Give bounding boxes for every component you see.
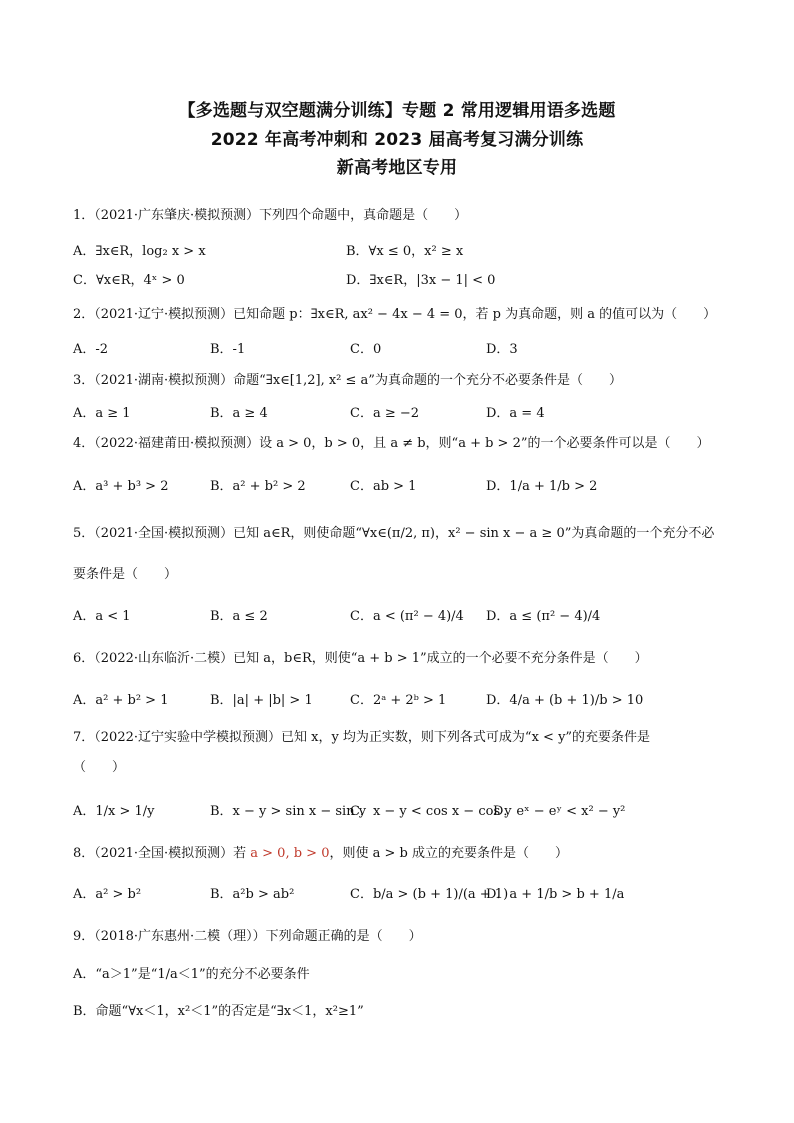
question-7-option-b: B．x − y > sin x − sin y (210, 804, 367, 819)
question-1-option-a: A．∃x∈R，log₂ x > x (73, 244, 206, 259)
question-1-stem: 1．（2021·广东肇庆·模拟预测）下列四个命题中，真命题是（ ） (73, 208, 468, 223)
question-9-option-a: A．“a＞1”是“1/a＜1”的充分不必要条件 (73, 967, 310, 982)
question-4-option-d: D．1/a + 1/b > 2 (486, 479, 598, 494)
question-4-stem: 4．（2022·福建莆田·模拟预测）设 a > 0，b > 0，且 a ≠ b，则“a + b > 2”的一个必要条件可以是（ ） (73, 436, 710, 451)
title-line-1: 【多选题与双空题满分训练】专题 2 常用逻辑用语多选题 (178, 101, 616, 121)
question-3-option-c: C．a ≥ −2 (350, 406, 420, 421)
question-5-option-b: B．a ≤ 2 (210, 609, 268, 624)
question-4-option-c: C．ab > 1 (350, 479, 417, 494)
question-3-option-a: A．a ≥ 1 (73, 406, 131, 421)
question-5-stem-continued: 要条件是（ ） (73, 567, 178, 582)
question-1-option-c: C．∀x∈R，4ˣ > 0 (73, 273, 185, 288)
question-2-option-a: A．-2 (73, 342, 109, 357)
question-2-option-d: D．3 (486, 342, 518, 357)
question-2-option-b: B．-1 (210, 342, 246, 357)
question-6-option-b: B．|a| + |b| > 1 (210, 693, 313, 708)
question-2-stem: 2．（2021·辽宁·模拟预测）已知命题 p：∃x∈R, ax² − 4x − 4 = 0，若 p 为真命题，则 a 的值可以为（ ） (73, 307, 717, 322)
question-7-option-c: C．x − y < cos x − cos y (350, 804, 512, 819)
question-7-option-a: A．1/x > 1/y (73, 804, 155, 819)
question-6-option-c: C．2ᵃ + 2ᵇ > 1 (350, 693, 447, 708)
question-8-option-a: A．a² > b² (73, 887, 142, 902)
question-4-option-a: A．a³ + b³ > 2 (73, 479, 169, 494)
question-8-option-b: B．a²b > ab² (210, 887, 295, 902)
question-8-option-c: C．b/a > (b + 1)/(a + 1) (350, 887, 509, 902)
question-5-stem: 5．（2021·全国·模拟预测）已知 a∈R，则使命题“∀x∈(π/2, π)，x² − sin x − a ≥ 0”为真命题的一个充分不必 (73, 526, 715, 541)
question-8-stem-prefix: 8．（2021·全国·模拟预测）若 (73, 846, 251, 861)
question-8-stem (73, 845, 733, 863)
question-9-stem: 9．（2018·广东惠州·二模（理））下列命题正确的是（ ） (73, 929, 422, 944)
question-8-option-d: D．a + 1/b > b + 1/a (486, 887, 625, 902)
question-3-stem: 3．（2021·湖南·模拟预测）命题“∃x∈[1,2], x² ≤ a”为真命题的一个充分不必要条件是（ ） (73, 373, 622, 388)
title-line-2: 2022 年高考冲刺和 2023 届高考复习满分训练 (210, 130, 584, 150)
question-5-option-a: A．a < 1 (73, 609, 131, 624)
question-3-option-b: B．a ≥ 4 (210, 406, 268, 421)
question-7-stem: 7．（2022·辽宁实验中学模拟预测）已知 x，y 均为正实数，则下列各式可成为“x < y”的充要条件是 (73, 730, 651, 745)
question-2-option-c: C．0 (350, 342, 382, 357)
question-5-option-c: C．a < (π² − 4)/4 (350, 609, 464, 624)
question-7-stem-continued: （ ） (73, 760, 126, 775)
question-8-stem-suffix: ，则使 a > b 成立的充要条件是（ ） (329, 846, 568, 861)
question-1-option-d: D．∃x∈R，|3x − 1| < 0 (346, 273, 496, 288)
question-9-option-b: B．命题“∀x＜1，x²＜1”的否定是“∃x＜1，x²≥1” (73, 1004, 364, 1019)
question-7-option-d: D．eˣ − eʸ < x² − y² (493, 804, 626, 819)
question-6-stem: 6．（2022·山东临沂·二模）已知 a，b∈R，则使“a + b > 1”成立的一个必要不充分条件是（ ） (73, 651, 648, 666)
question-6-option-a: A．a² + b² > 1 (73, 693, 169, 708)
question-6-option-d: D．4/a + (b + 1)/b > 10 (486, 693, 644, 708)
question-8-highlight: a > 0, b > 0 (250, 846, 330, 861)
question-1-option-b: B．∀x ≤ 0，x² ≥ x (346, 244, 464, 259)
question-5-option-d: D．a ≤ (π² − 4)/4 (486, 609, 601, 624)
question-3-option-d: D．a = 4 (486, 406, 545, 421)
question-4-option-b: B．a² + b² > 2 (210, 479, 306, 494)
title-line-3: 新高考地区专用 (336, 158, 458, 178)
